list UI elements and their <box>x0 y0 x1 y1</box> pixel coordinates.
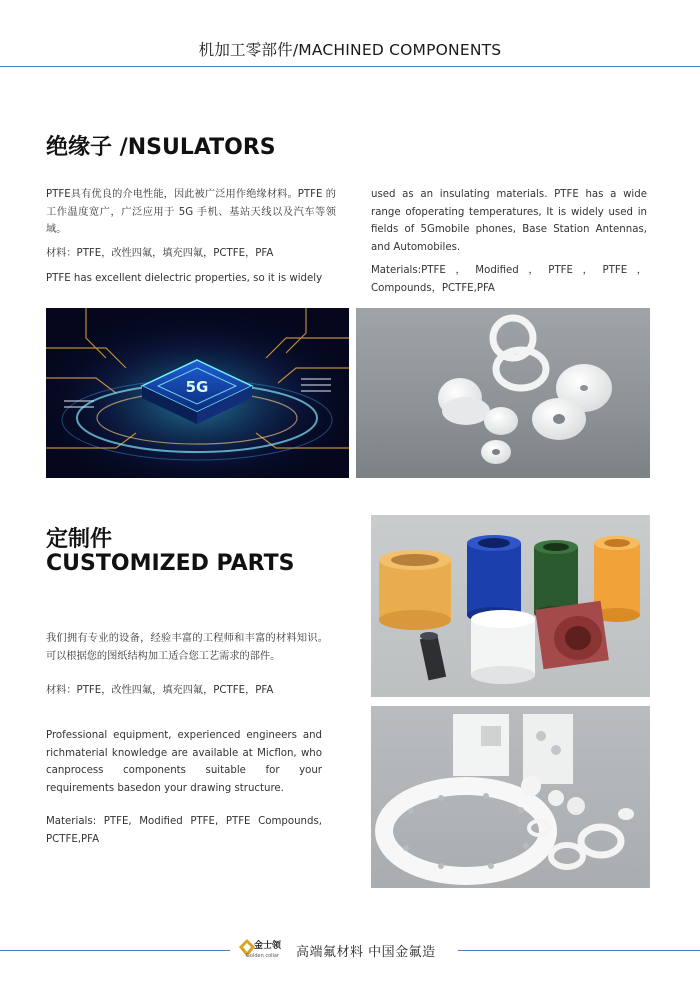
brand-name-en: Golden collar <box>246 953 280 959</box>
footer-divider-left <box>0 950 230 951</box>
customized-heading-en: CUSTOMIZED PARTS <box>46 551 295 576</box>
customized-en-materials: Materials: PTFE, Modified PTFE, PTFE Compounds, PCTFE,PFA <box>46 816 322 845</box>
insulators-en-materials: Materials:PTFE，Modified，PTFE，PTFE，Compounds，PCTFE,PFA <box>371 265 647 294</box>
header-divider <box>0 66 700 67</box>
5g-chip-image <box>46 308 349 478</box>
footer-slogan: 高端氟材料 中国金氟造 <box>296 945 436 960</box>
insulators-right-column <box>371 186 647 297</box>
chip-5g-label: 5G <box>185 378 209 396</box>
customized-cn-description: 我们拥有专业的设备，经验丰富的工程师和丰富的材料知识。可以根据您的图纸结构加工适合您工艺需求的部件。 <box>46 633 328 662</box>
insulators-en-description-start: PTFE has excellent dielectric properties, so it is widely <box>46 273 323 284</box>
white-machined-parts-image <box>371 706 650 888</box>
insulators-left-column <box>46 186 336 288</box>
insulators-heading: 绝缘子 /NSULATORS <box>46 135 276 160</box>
page-header-title: 机加工零部件/MACHINED COMPONENTS <box>198 41 502 59</box>
insulators-cn-materials: 材料：PTFE，改性四氟，填充四氟，PCTFE，PFA <box>46 247 274 259</box>
customized-cn-materials: 材料：PTFE，改性四氟，填充四氟，PCTFE，PFA <box>46 685 274 696</box>
insulators-cn-description: PTFE具有优良的介电性能，因此被广泛用作绝缘材料。PTFE 的工作温度宽广，广泛应用于 5G 手机、基站天线以及汽车等领域。 <box>46 189 336 235</box>
footer-divider-right <box>458 950 700 951</box>
insulators-en-description-end: used as an insulating materials. PTFE has a wide range ofoperating temperatures, It is widely used in fields of 5Gmobile phones, Base Station Antennas, and Automobiles. <box>371 189 647 253</box>
colored-bushings-image <box>371 515 650 697</box>
customized-heading-cn: 定制件 <box>46 527 113 552</box>
customized-en-description: Professional equipment, experienced engineers and richmaterial knowledge are available at Micflon, who canprocess components suitable for your requirements basedon your drawing structure. <box>46 730 322 794</box>
brand-name-cn: 金士领 <box>254 941 282 951</box>
ptfe-insulator-parts-image <box>356 308 650 478</box>
